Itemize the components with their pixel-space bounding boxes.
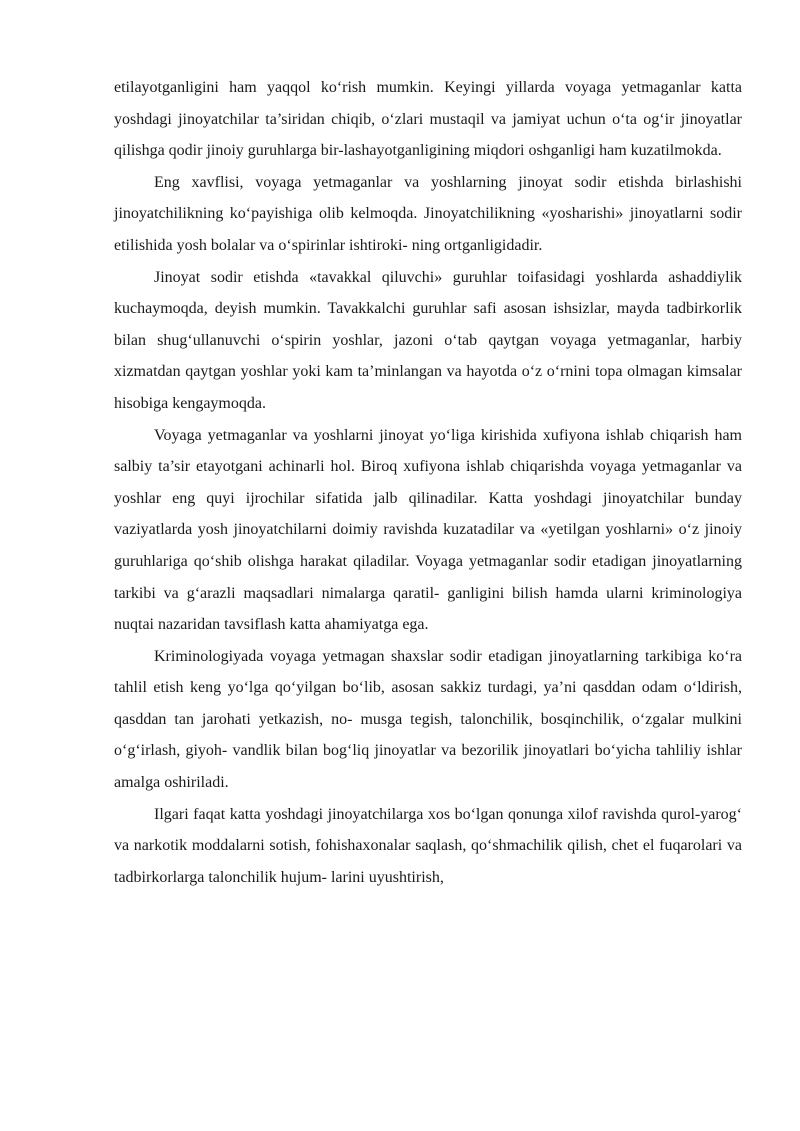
paragraph-5: Kriminologiyada voyaga yetmagan shaxslar sodir etadigan jinoyatlarning tarkibiga ko‘ra tahlil etish keng yo‘lga qo‘yilgan bo‘lib, asosan sakkiz turdagi, ya’ni qasddan odam o‘ldirish, qasddan tan jarohati yetkazish, no- musga tegish, talonchilik, bosqinchilik, o‘zgalar mulkini o‘g‘irlash, giyoh- vandlik bilan bog‘liq jinoyatlar va bezorilik jinoyatlari bo‘yicha tahliliy ishlar amalga oshiriladi. [114,647,742,792]
paragraph-6: Ilgari faqat katta yoshdagi jinoyatchilarga xos bo‘lgan qonunga xilof ravishda qurol-yarog‘ va narkotik moddalarni sotish, fohishaxonalar saqlash, qo‘shmachilik qilish, chet el fuqarolari va tadbirkorlarga talonchilik hujum- larini uyushtirish, [114,805,742,886]
paragraph-1: etilayotganligini ham yaqqol ko‘rish mumkin. Keyingi yillarda voyaga yetmaganlar katta yoshdagi jinoyatchilar ta’siridan chiqib, o‘zlari mustaqil va jamiyat uchun o‘ta og‘ir jinoyatlar qilishga qodir jinoiy guruhlarga bir-lashayotganligining miqdori oshganligi ham kuzatilmokda. [114,79,742,160]
paragraph-3: Jinoyat sodir etishda «tavakkal qiluvchi» guruhlar toifasidagi yoshlarda ashaddiylik kuchaymoqda, deyish mumkin. Tavakkalchi guruhlar safi asosan ishsizlar, mayda tadbirkorlik bilan shug‘ullanuvchi o‘spirin yoshlar, jazoni o‘tab qaytgan voyaga yetmaganlar, harbiy xizmatdan qaytgan yoshlar yoki kam ta’minlangan va hayotda o‘z o‘rnini topa olmagan kimsalar hisobiga kengaymoqda. [114,268,742,412]
paragraph-4: Voyaga yetmaganlar va yoshlarni jinoyat yo‘liga kirishida xufiyona ishlab chiqarish ham salbiy ta’sir etayotgani achinarli hol. Biroq xufiyona ishlab chiqarishda voyaga yetmaganlar va yoshlar eng quyi ijrochilar sifatida jalb qilinadilar. Katta yoshdagi jinoyatchilar bunday vaziyatlarda yosh jinoyatchilarni doimiy ravishda kuzatadilar va «yetilgan yoshlarni» o‘z jinoiy guruhlariga qo‘shib olishga harakat qiladilar. Voyaga yetmaganlar sodir etadigan jinoyatlarning tarkibi va g‘arazli maqsadlari nimalarga qaratil- ganligini bilish hamda ularni kriminologiya nuqtai nazaridan tavsiflash katta ahamiyatga ega. [114,426,742,634]
paragraph-2: Eng xavflisi, voyaga yetmaganlar va yoshlarning jinoyat sodir etishda birlashishi jinoyatchilikning ko‘payishiga olib kelmoqda. Jinoyatchilikning «yosharishi» jinoyatlarni sodir etilishida yosh bolalar va o‘spirinlar ishtiroki- ning ortganligidadir. [114,173,742,254]
document-page [114,72,742,893]
